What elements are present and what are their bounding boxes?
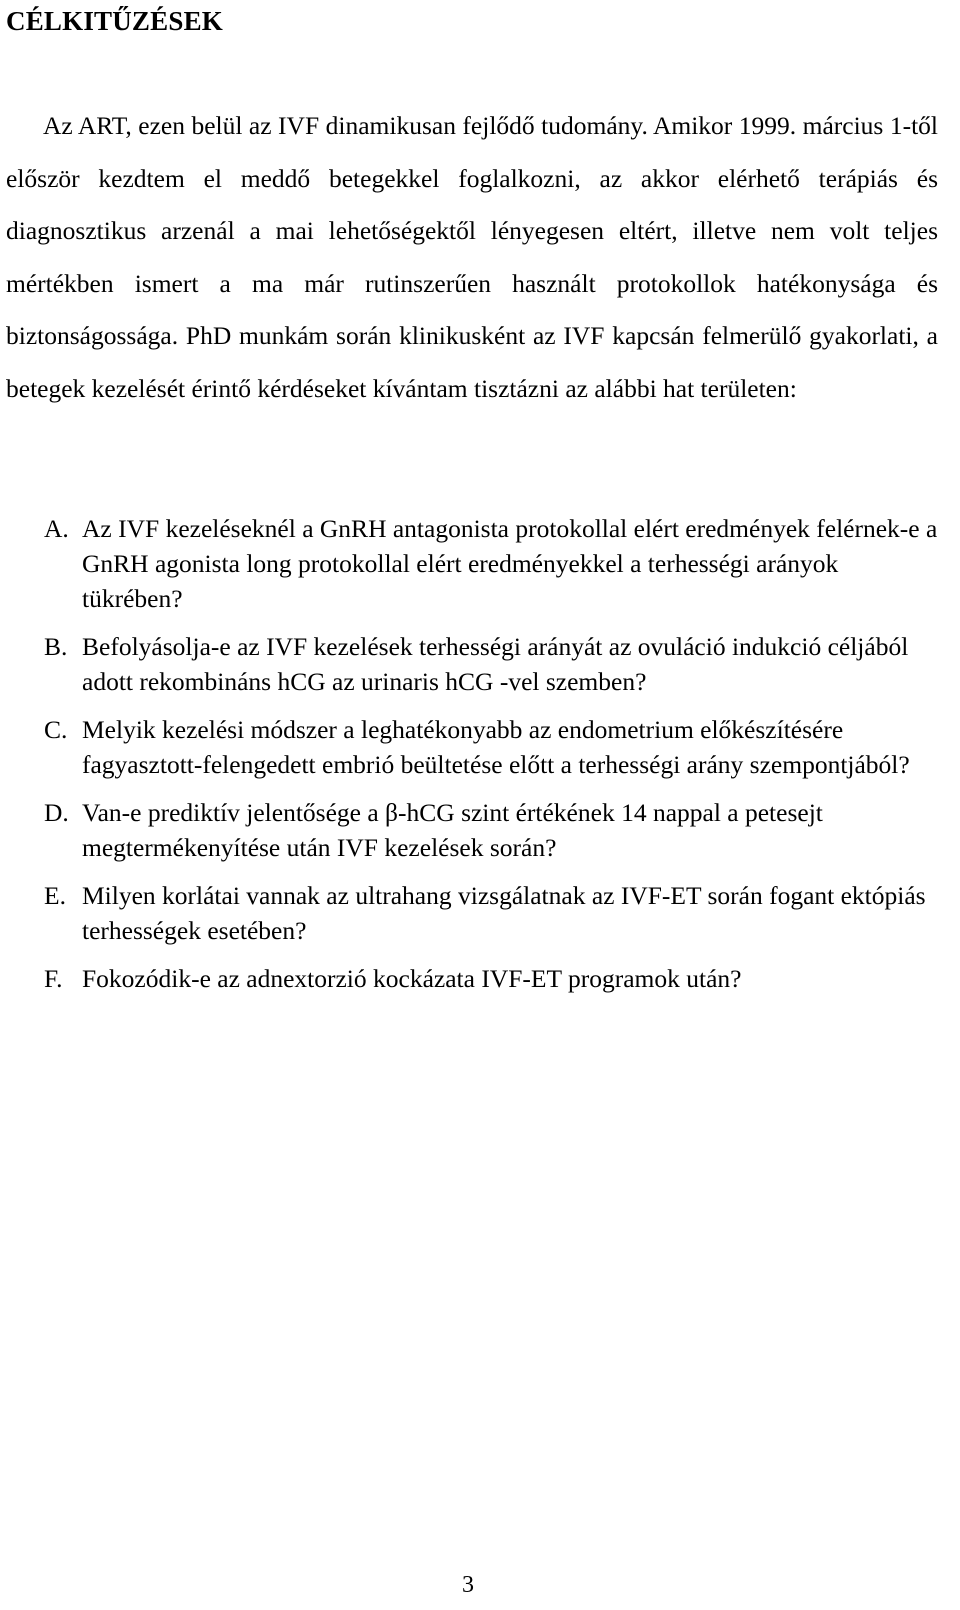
section-heading: CÉLKITŰZÉSEK	[6, 6, 223, 36]
objective-text: Van-e prediktív jelentősége a β-hCG szint értékének 14 nappal a petesejt megtermékenyítése után IVF kezelések során?	[82, 798, 823, 862]
objective-text: Milyen korlátai vannak az ultrahang vizsgálatnak az IVF-ET során fogant ektópiás terhességek esetében?	[82, 881, 926, 945]
objective-text: Az IVF kezeléseknél a GnRH antagonista protokollal elért eredmények felérnek-e a GnRH agonista long protokollal elért eredményekkel a terhességi arányok tükrében?	[82, 514, 938, 613]
objective-letter: D.	[44, 798, 69, 827]
objective-text: Fokozódik-e az adnextorzió kockázata IVF-ET programok után?	[82, 964, 742, 993]
objective-item-a	[44, 511, 944, 616]
objectives-list	[44, 511, 944, 996]
objective-item-f	[44, 961, 944, 996]
objective-item-b	[44, 629, 944, 699]
page-number: 3	[462, 1572, 474, 1598]
objective-item-c	[44, 712, 944, 782]
objective-text: Befolyásolja-e az IVF kezelések terhességi arányát az ovuláció indukció céljából adott rekombináns hCG az urinaris hCG -vel szemben?	[82, 632, 909, 696]
objective-letter: F.	[44, 964, 63, 993]
objective-letter: E.	[44, 881, 66, 910]
objective-letter: B.	[44, 632, 68, 661]
objective-item-e	[44, 878, 944, 948]
objective-item-d	[44, 795, 944, 865]
objective-letter: C.	[44, 715, 68, 744]
intro-paragraph: Az ART, ezen belül az IVF dinamikusan fejlődő tudomány. Amikor 1999. március 1-től először kezdtem el meddő betegekkel foglalkozni, az akkor elérhető terápiás és diagnosztikus arzenál a mai lehetőségektől lényegesen eltért, illetve nem volt teljes mértékben ismert a ma már rutinszerűen használt protokollok hatékonysága és biztonságossága. PhD munkám során klinikusként az IVF kapcsán felmerülő gyakorlati, a betegek kezelését érintő kérdéseket kívántam tisztázni az alábbi hat területen:	[6, 111, 938, 403]
objective-letter: A.	[44, 514, 69, 543]
objective-text: Melyik kezelési módszer a leghatékonyabb az endometrium előkészítésére fagyasztott-felengedett embrió beültetése előtt a terhességi arány szempontjából?	[82, 715, 910, 779]
